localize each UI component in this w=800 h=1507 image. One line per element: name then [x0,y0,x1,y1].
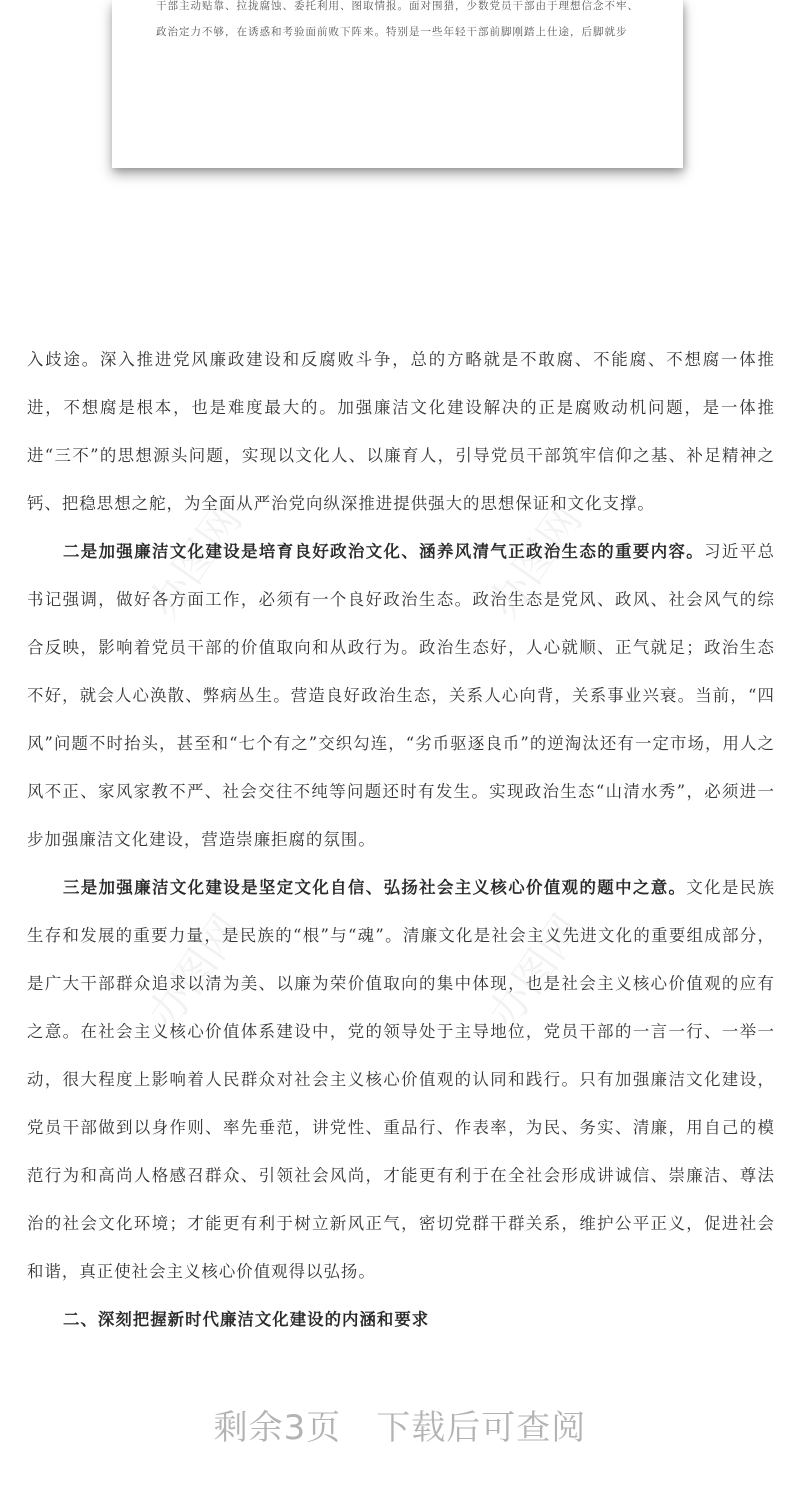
section-heading: 二、深刻把握新时代廉洁文化建设的内涵和要求 [63,1310,430,1329]
preview-line-1: 干部主动贴靠、拉拢腐蚀、委托利用、图取情报。面对围猎，少数党员干部由于理想信念不牢、 [156,0,639,12]
watermark: 办图网 [138,905,252,1038]
preview-page-card [112,0,683,168]
watermark: 办图网 [478,905,592,1038]
watermark: 办图网 [478,495,592,628]
paragraph-2-lead: 二是加强廉洁文化建设是培育良好政治文化、涵养风清气正政治生态的重要内容。 [63,542,705,561]
paragraph-1: 入歧途。深入推进党风廉政建设和反腐败斗争，总的方略就是不敢腐、不能腐、不想腐一体推进，不想腐是根本，也是难度最大的。加强廉洁文化建设解决的正是腐败动机问题，是一体推进“三不”的思想源头问题，实现以文化人、以廉育人，引导党员干部筑牢信仰之基、补足精神之钙、把稳思想之舵，为全面从严治党向纵深推进提供强大的思想保证和文化支撑。 [27,350,775,513]
paragraph-2-text: 习近平总书记强调，做好各方面工作，必须有一个良好政治生态。政治生态是党风、政风、社会风气的综合反映，影响着党员干部的价值取向和从政行为。政治生态好，人心就顺、正气就足；政治生态不好，就会人心涣散、弊病丛生。营造良好政治生态，关系人心向背，关系事业兴衰。当前，“四风”问题不时抬头，甚至和“七个有之”交织勾连，“劣币驱逐良币”的逆淘汰还有一定市场，用人之风不正、家风家教不严、社会交往不纯等问题还时有发生。实现政治生态“山清水秀”，必须进一步加强廉洁文化建设，营造崇廉拒腐的氛围。 [27,542,775,849]
preview-line-2: 政治定力不够，在诱惑和考验面前败下阵来。特别是一些年轻干部前脚刚踏上仕途，后脚就步 [156,26,628,38]
paragraph-3 [27,864,775,1296]
document-body [27,336,775,1344]
watermark: 办图网 [138,495,252,628]
paragraph-3-text: 文化是民族生存和发展的重要力量，是民族的“根”与“魂”。清廉文化是社会主义先进文化的重要组成部分，是广大干部群众追求以清为美、以廉为荣价值取向的集中体现，也是社会主义核心价值观的应有之意。在社会主义核心价值体系建设中，党的领导处于主导地位，党员干部的一言一行、一举一动，很大程度上影响着人民群众对社会主义核心价值观的认同和践行。只有加强廉洁文化建设，党员干部做到以身作则、率先垂范，讲党性、重品行、作表率，为民、务实、清廉，用自己的模范行为和高尚人格感召群众、引领社会风尚，才能更有利于在全社会形成讲诚信、崇廉洁、尊法治的社会文化环境；才能更有利于树立新风正气，密切党群干群关系，维护公平正义，促进社会和谐，真正使社会主义核心价值观得以弘扬。 [27,878,776,1281]
paragraph-3-lead: 三是加强廉洁文化建设是坚定文化自信、弘扬社会主义核心价值观的题中之意。 [63,878,687,897]
paragraph-2 [27,528,775,864]
download-prompt[interactable]: 剩余3页 下载后可查阅 [213,1408,587,1448]
